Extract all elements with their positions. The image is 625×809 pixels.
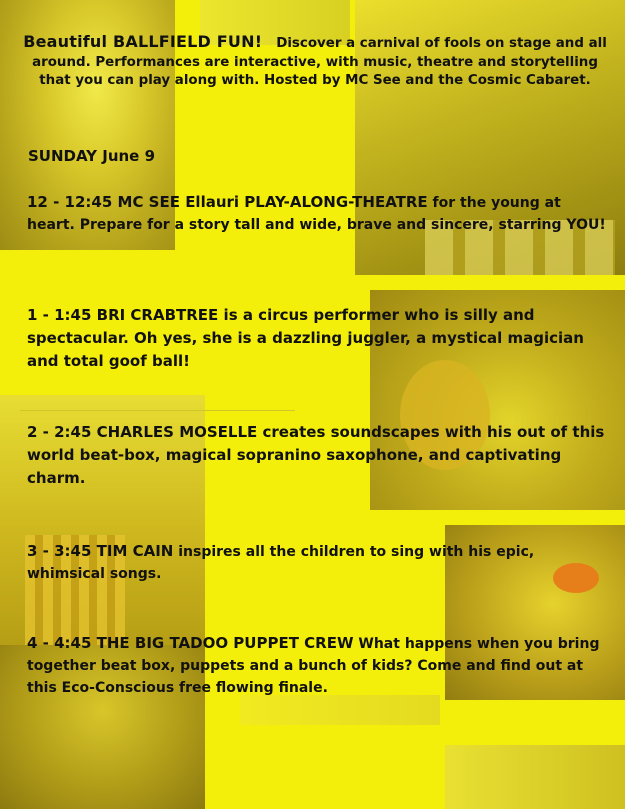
schedule-item-time-performer: 4 - 4:45 THE BIG TADOO PUPPET CREW — [27, 634, 354, 652]
event-title: Beautiful BALLFIELD FUN! — [23, 32, 263, 51]
schedule-item-description: for the young at heart. Prepare for a story tall and wide, brave and sincere, starring YOU! — [27, 195, 606, 233]
schedule-item — [27, 421, 612, 490]
event-date: SUNDAY June 9 — [28, 147, 156, 165]
schedule-item-description: What happens when you bring together beat box, puppets and a bunch of kids? Come and find out at this Eco-Conscious free flowing finale. — [27, 636, 600, 696]
intro-paragraph — [20, 33, 610, 91]
schedule-item — [27, 632, 617, 699]
schedule-item-time-performer: 12 - 12:45 MC SEE Ellauri PLAY-ALONG-THEATRE — [27, 193, 428, 211]
schedule-item — [27, 191, 612, 236]
schedule-item-time-performer: 2 - 2:45 CHARLES MOSELLE — [27, 423, 258, 441]
schedule-item-description: is a circus performer who is silly and spectacular. Oh yes, she is a dazzling juggler, a mystical magician and total goof ball! — [27, 306, 584, 370]
schedule-item-time-performer: 1 - 1:45 BRI CRABTREE — [27, 306, 219, 324]
bottom-center-photo — [240, 695, 440, 725]
schedule-item-description: creates soundscapes with his out of this world beat-box, magical sopranino saxophone, and captivating charm. — [27, 423, 605, 487]
schedule-item-description: inspires all the children to sing with his epic, whimsical songs. — [27, 544, 535, 582]
intro-description: Discover a carnival of fools on stage and all around. Performances are interactive, with music, theatre and storytelling that you can play along with. Hosted by MC See and the Cosmic Cabaret. — [32, 36, 607, 88]
divider — [20, 410, 295, 411]
bottom-right-photo — [445, 745, 625, 809]
schedule-item — [27, 304, 612, 373]
schedule-item — [27, 540, 612, 585]
schedule-item-time-performer: 3 - 3:45 TIM CAIN — [27, 542, 174, 560]
